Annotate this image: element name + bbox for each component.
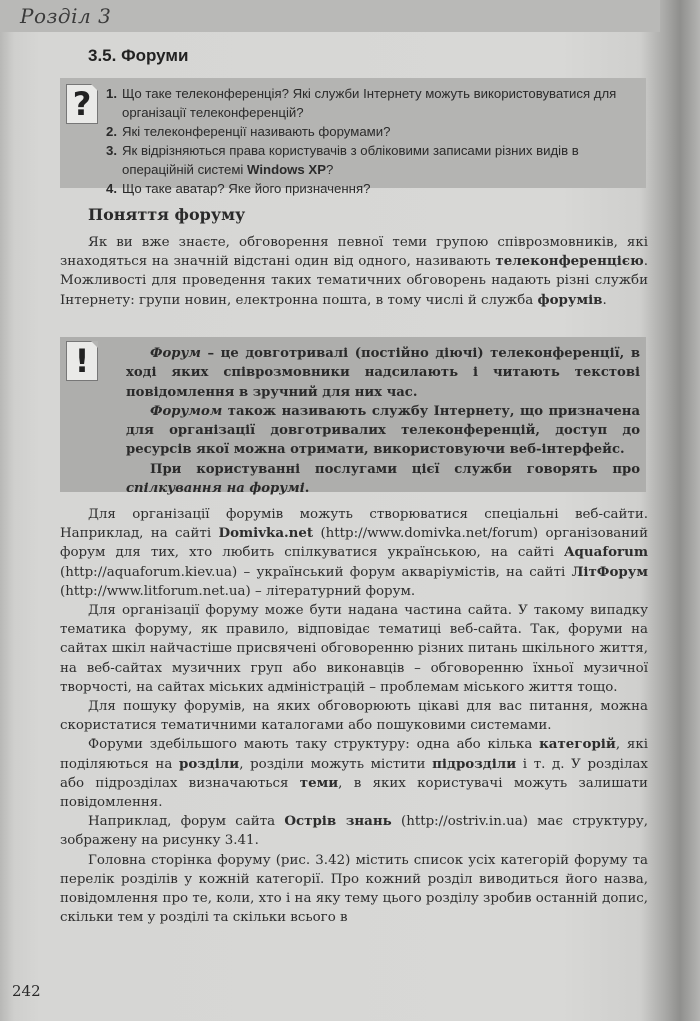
- questions-list: [106, 84, 642, 198]
- running-head: Розділ 3: [20, 4, 112, 28]
- paragraph: Для пошуку форумів, на яких обговорюють цікаві для вас питання, можна скористатися тематичними каталогами або пошуковими системами.: [60, 699, 648, 734]
- paragraph: Для організації форуму може бути надана частина сайта. У такому випадку тематика форуму, як правило, відповідає тематиці веб-сайта. Так, форуми на сайтах шкіл найчастіше присвячені обговоренню різних питань шкільного життя, на веб-сайтах музичних груп або виконавців – обговоренню їхньої музичної творчості, на сайтах міських адміністрацій – проблемам міського життя тощо.: [60, 603, 648, 695]
- question-item: 4. Що таке аватар? Яке його призначення?: [106, 181, 371, 196]
- review-questions-box: [60, 78, 646, 196]
- body-text: [60, 505, 648, 927]
- question-item: 1. Що таке телеконференція? Які служби Інтернету можуть використовуватися для організації телеконференцій?: [106, 86, 617, 120]
- paragraph: Головна сторінка форуму (рис. 3.42) містить список усіх категорій форуму та перелік розділів у кожній категорії. Про кожний розділ виводиться його назва, повідомлення про те, коли, хто і на яку тему цього розділу зробив останній допис, скільки тем у розділі та скільки всього в: [60, 852, 648, 926]
- section-title: 3.5. Форуми: [88, 46, 189, 65]
- paragraph: Форуми здебільшого мають таку структуру: одна або кілька категорій, які поділяються на розділи, розділи можуть містити підрозділи і т. д. У розділах або підрозділах визначаються теми, в яких користувачі можуть залишати повідомлення.: [60, 736, 648, 811]
- intro-paragraph: Як ви вже знаєте, обговорення певної теми групою співрозмовників, які знаходяться на значній відстані один від одного, називають телеконференцією. Можливості для проведення таких тематичних обговорень надають різні служби Інтернету: групи новин, електронна пошта, в тому числі й служба форумів.: [60, 235, 648, 308]
- question-mark-icon: ?: [66, 84, 98, 124]
- question-item: 3. Як відрізняються права користувачів з обліковими записами різних видів в операційній системі Windows XP?: [106, 143, 579, 177]
- paragraph: Наприклад, форум сайта Острів знань (http://ostriv.in.ua) має структуру, зображену на рисунку 3.41.: [60, 813, 648, 849]
- subheading: Поняття форуму: [88, 205, 246, 224]
- page-number: 242: [12, 982, 41, 1000]
- definition-box: [60, 337, 646, 497]
- paragraph: Для організації форумів можуть створюватися спеціальні веб-сайти. Наприклад, на сайті Domivka.net (http://www.domivka.net/forum) організований форум для тих, хто любить спілкуватися українською, на сайті Aquaforum (http://aquaforum.kiev.ua) – український форум акваріумістів, на сайті ЛітФорум (http://www.litforum.net.ua) – літературний форум.: [60, 507, 648, 599]
- definition-text: Форум – це довготривалі (постійно діючі) телеконференції, в ході яких співрозмовники надсилають і читають текстові повідомлення в зручний для них час. Форумом також називають службу Інтернету, що призначена для організації довготривалих телеконференцій, доступ до ресурсів якої можна отримати, використовуючи веб-інтерфейс. При користуванні послугами цієї служби говорять про спілкування на форумі.: [126, 346, 640, 497]
- header-band: [0, 0, 660, 32]
- question-item: 2. Які телеконференції називають форумами?: [106, 124, 391, 139]
- exclamation-icon: !: [66, 341, 98, 381]
